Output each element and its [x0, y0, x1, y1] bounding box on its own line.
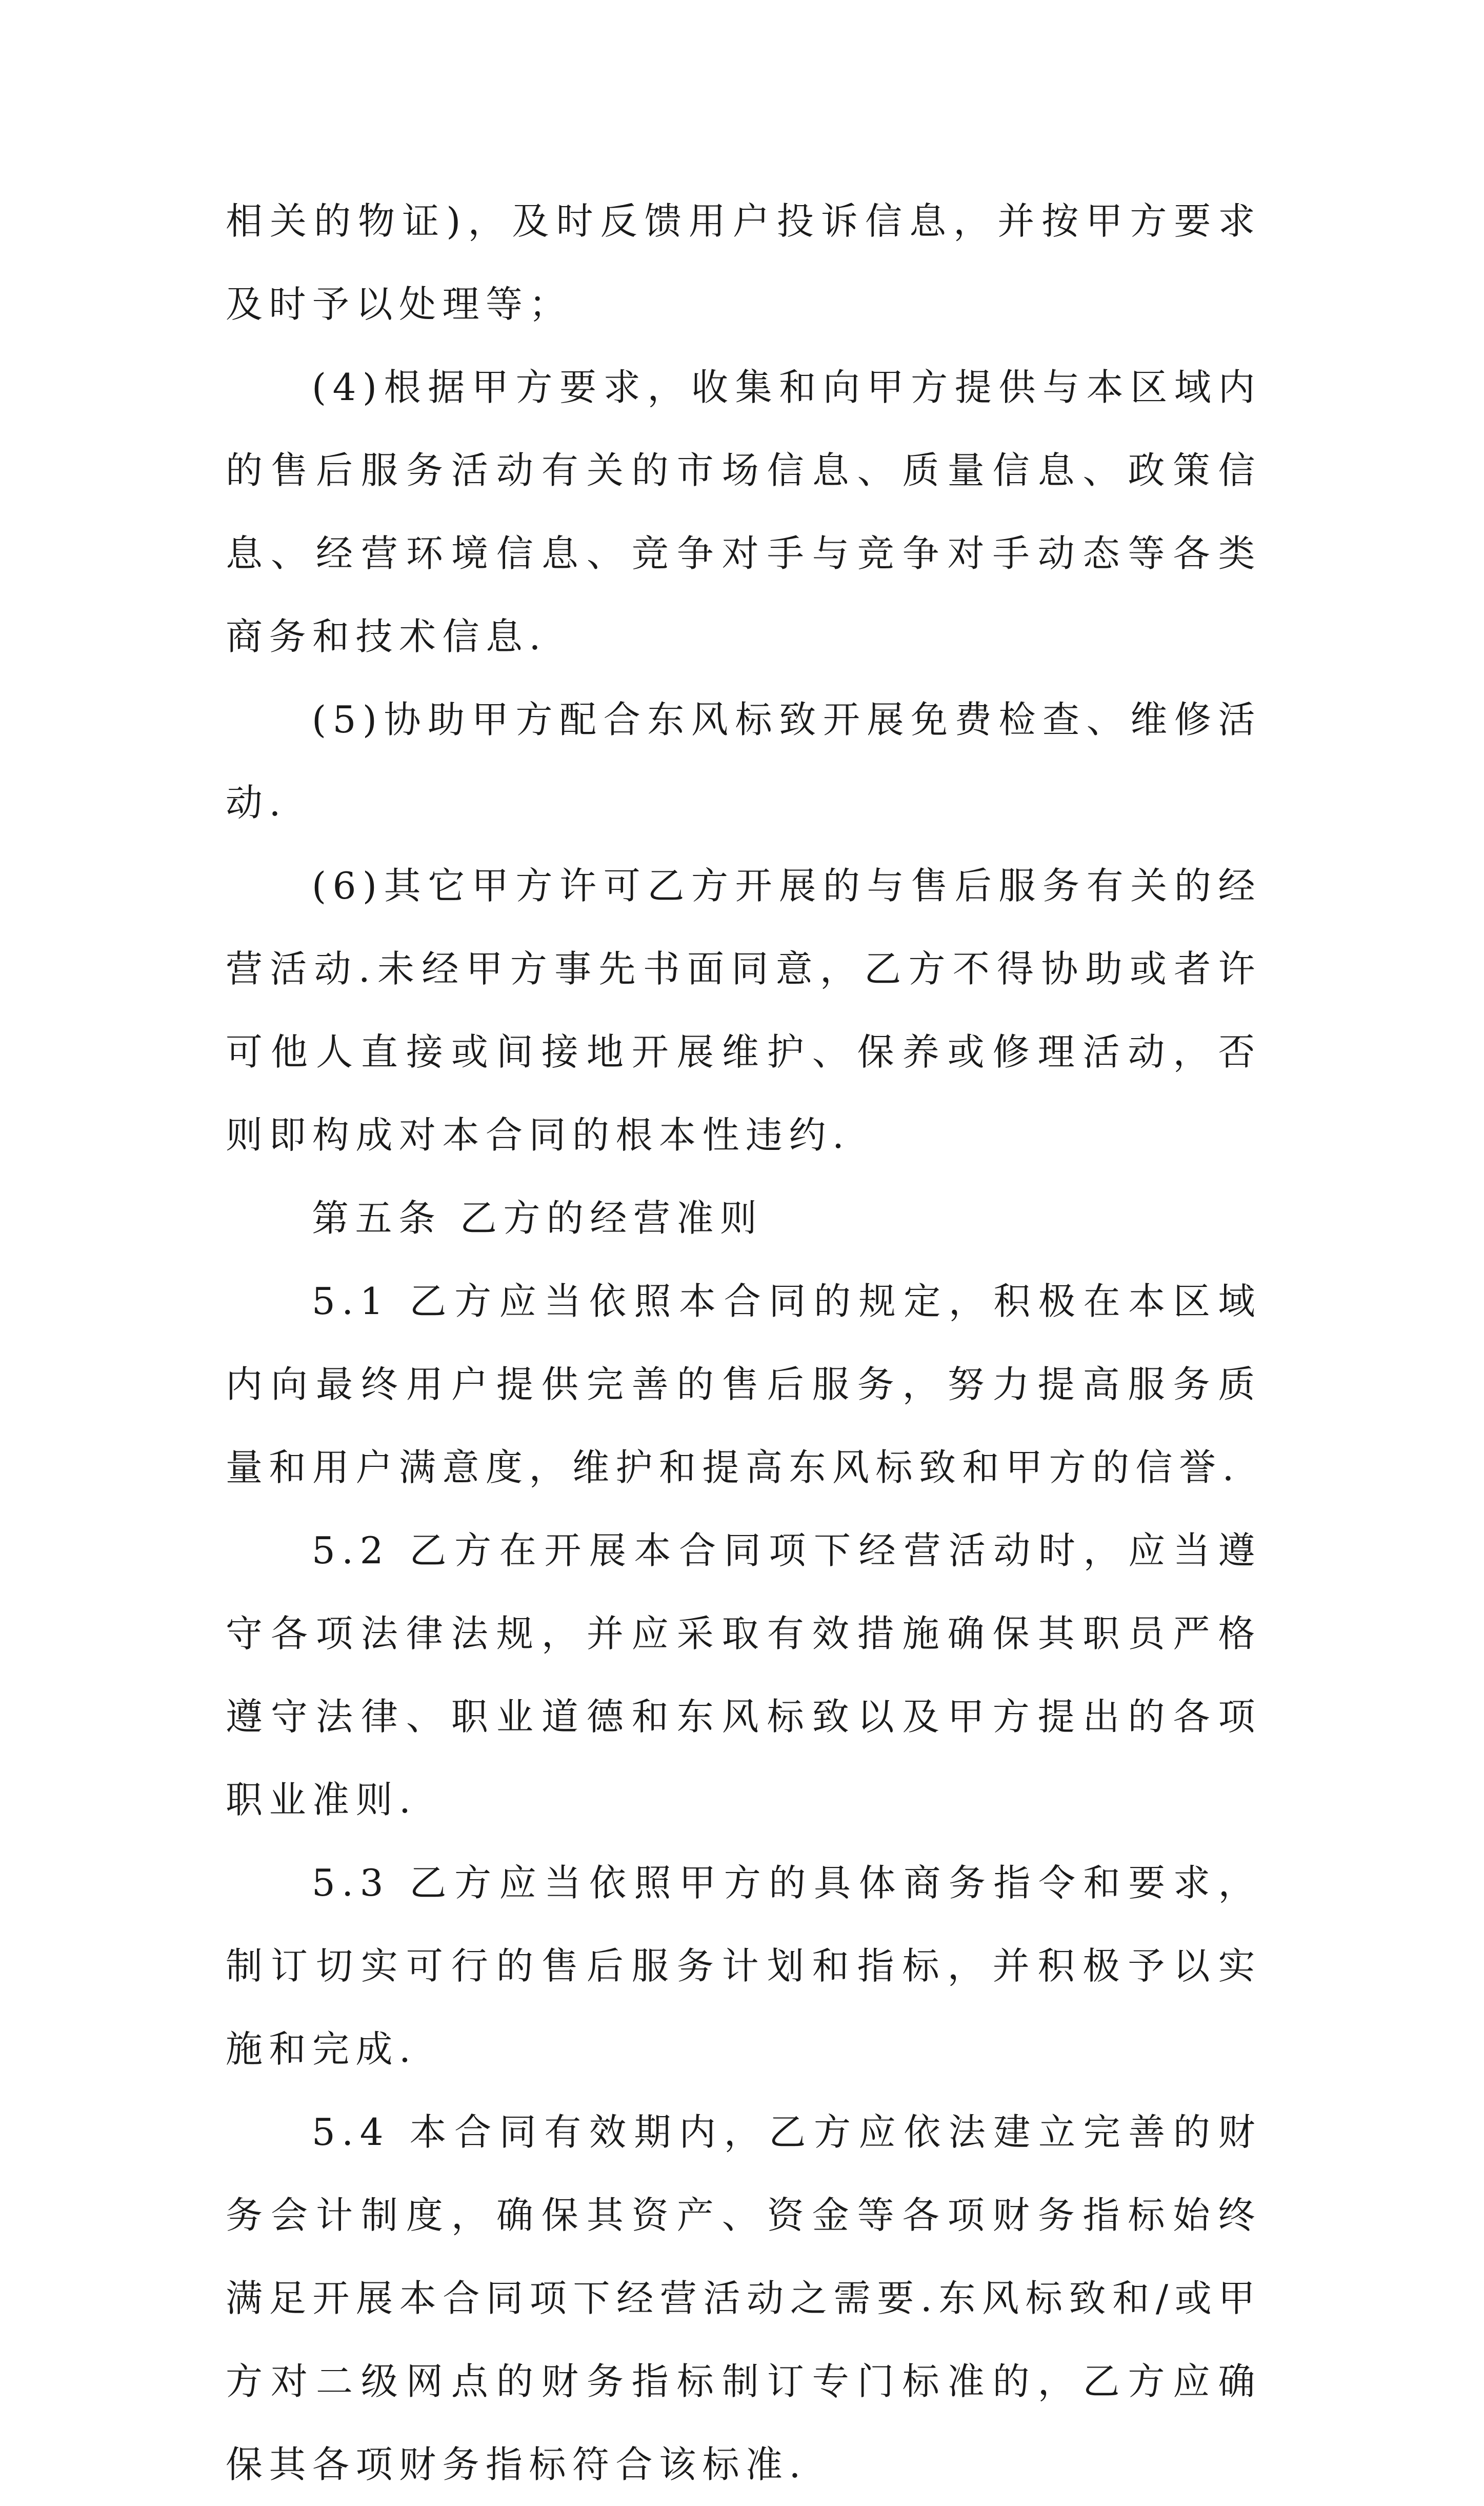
paragraph-item-5: (5)协助甲方配合东风标致开展免费检查、维修活动.: [226, 698, 1261, 824]
paragraph-continuation: 相关的物证)，及时反馈用户投诉信息，并按甲方要求及时予以处理等；: [226, 200, 1261, 326]
document-body: [226, 180, 1261, 2506]
clause-5-2: 5.2 乙方在开展本合同项下经营活动时，应当遵守各项法律法规，并应采取有效措施确保其职员严格遵守法律、职业道德和东风标致以及甲方提出的各项职业准则.: [226, 1529, 1261, 1821]
article-5-heading: 第五条 乙方的经营准则: [312, 1197, 764, 1240]
clause-5-1: 5.1 乙方应当依照本合同的规定，积极在本区域内向最终用户提供完善的售后服务，努力提高服务质量和用户满意度，维护和提高东风标致和甲方的信誉.: [226, 1280, 1261, 1489]
paragraph-item-6: (6)其它甲方许可乙方开展的与售后服务有关的经营活动.未经甲方事先书面同意，乙方不得协助或者许可他人直接或间接地开展维护、保养或修理活动，否则即构成对本合同的根本性违约.: [226, 864, 1261, 1157]
paragraph-item-4: (4)根据甲方要求，收集和向甲方提供与本区域内的售后服务活动有关的市场信息、质量信息、政策信息、经营环境信息、竞争对手与竞争对手动态等各类商务和技术信息.: [226, 366, 1261, 658]
clause-5-3: 5.3 乙方应当依照甲方的具体商务指令和要求，制订切实可行的售后服务计划和指标，并积极予以实施和完成.: [226, 1861, 1261, 2071]
clause-5-4: 5.4 本合同有效期内，乙方应依法建立完善的财务会计制度，确保其资产、资金等各项财务指标始终满足开展本合同项下经营活动之需要.东风标致和/或甲方对二级网点的财务指标制订专门标准的，乙方应确保其各项财务指标符合该标准.: [226, 2111, 1261, 2486]
